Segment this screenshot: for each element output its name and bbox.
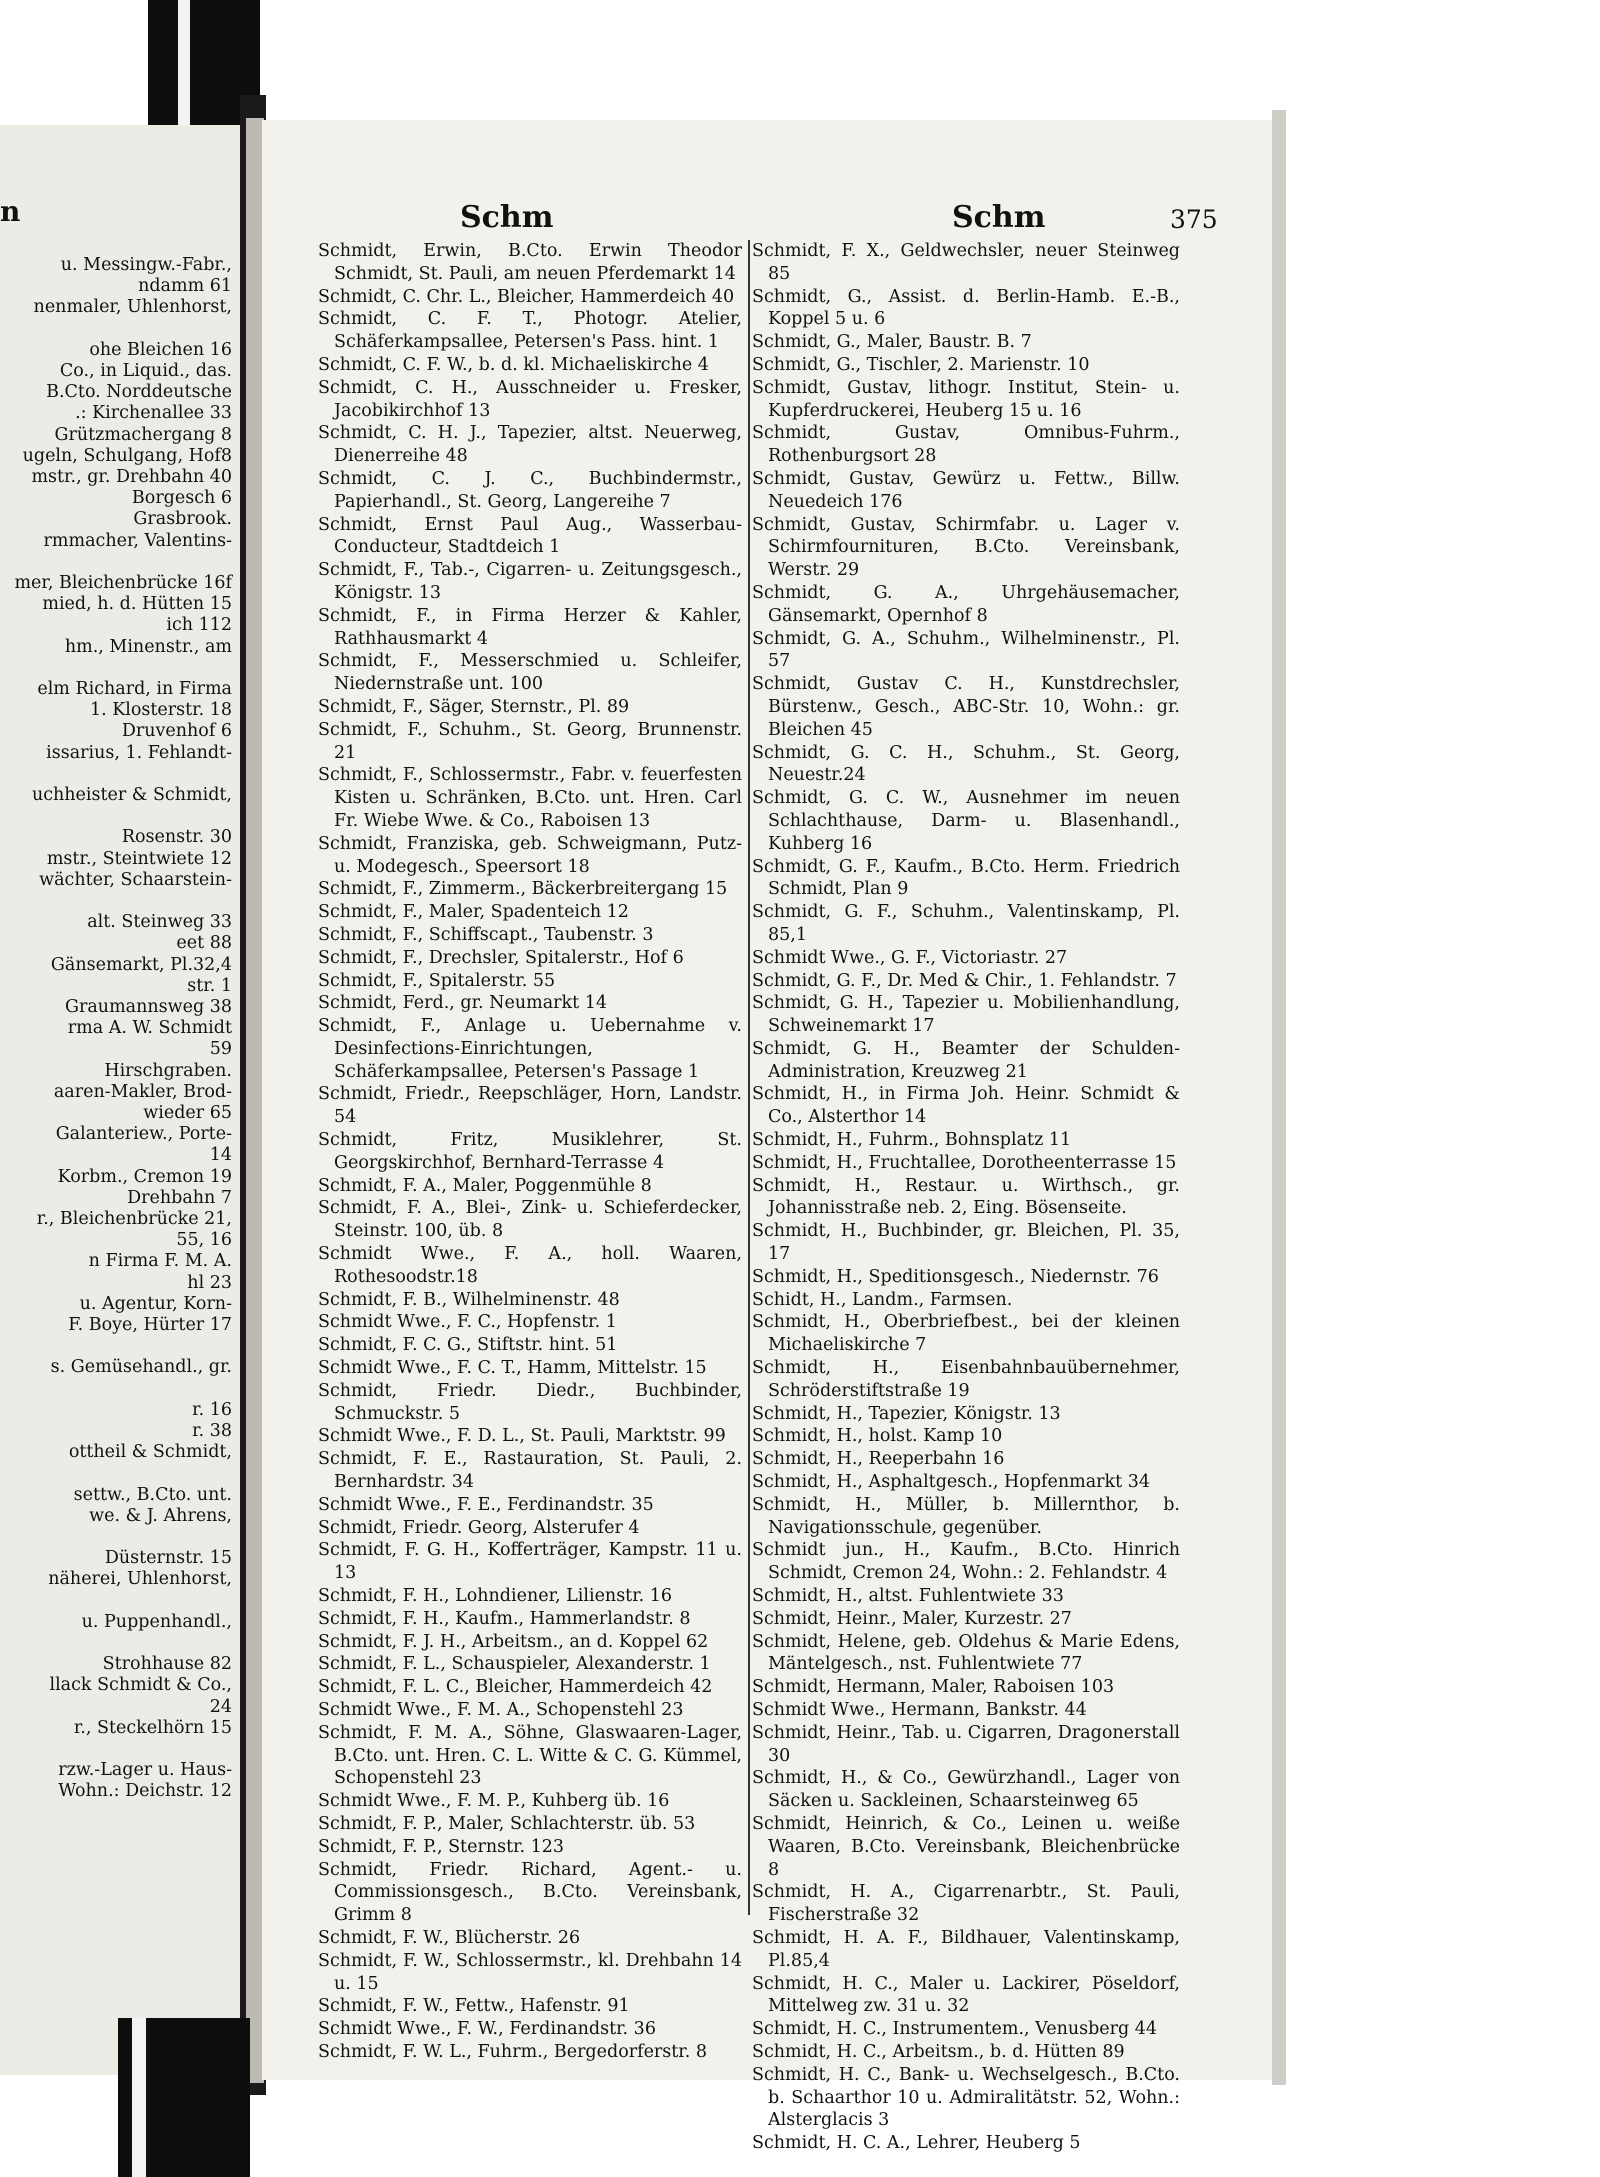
directory-entry: Schmidt, F. J. H., Arbeitsm., an d. Koppel 62 bbox=[318, 1631, 709, 1652]
directory-entry: Schmidt, F. L., Schauspieler, Alexanderstr. 1 bbox=[318, 1654, 711, 1675]
directory-entry: Schmidt, Heinr., Maler, Kurzestr. 27 bbox=[752, 1608, 1072, 1629]
left-page-line: s. Gemüsehandl., gr. bbox=[50, 1357, 232, 1378]
directory-entry: Schmidt, G. C. H., Schuhm., St. Georg, Neuestr.24 bbox=[752, 742, 1180, 786]
left-page-line: str. 1 bbox=[187, 975, 232, 996]
directory-entry: Schmidt, C. J. C., Buchbindermstr., Papierhandl., St. Georg, Langereihe 7 bbox=[318, 468, 742, 512]
left-page-line: ohe Bleichen 16 bbox=[89, 339, 232, 360]
left-page-line: Düsternstr. 15 bbox=[104, 1548, 232, 1569]
left-page-line: nenmaler, Uhlenhorst, bbox=[33, 297, 232, 318]
directory-entry: Schmidt, F. A., Blei-, Zink- u. Schieferdecker, Steinstr. 100, üb. 8 bbox=[318, 1198, 742, 1242]
directory-entry: Schmidt, Fritz, Musiklehrer, St. Georgskirchhof, Bernhard-Terrasse 4 bbox=[318, 1130, 742, 1173]
directory-entry: Schmidt, Helene, geb. Oldehus & Marie Edens, Mäntelgesch., nst. Fuhlentwiete 77 bbox=[752, 1631, 1180, 1675]
left-page-line: .: Kirchenallee 33 bbox=[75, 403, 232, 424]
page-number: 375 bbox=[1170, 205, 1218, 234]
directory-entry: Schmidt, F. W., Blücherstr. 26 bbox=[318, 1927, 581, 1948]
left-page-line: rzw.-Lager u. Haus- bbox=[58, 1760, 232, 1781]
directory-entry: Schmidt Wwe., F. C., Hopfenstr. 1 bbox=[318, 1312, 617, 1333]
directory-entry: Schmidt, H. C. A., Lehrer, Heuberg 5 bbox=[752, 2133, 1081, 2154]
directory-entry: Schmidt Wwe., Hermann, Bankstr. 44 bbox=[752, 1700, 1087, 1720]
binding-strap-bottom bbox=[118, 2018, 250, 2177]
directory-entry: Schmidt, H., Oberbriefbest., bei der kleinen Michaeliskirche 7 bbox=[752, 1312, 1180, 1356]
directory-entry: Schmidt, H., Fuhrm., Bohnsplatz 11 bbox=[752, 1130, 1072, 1151]
left-page-line: r. 38 bbox=[192, 1421, 232, 1441]
directory-entry: Schmidt, G., Maler, Baustr. B. 7 bbox=[752, 332, 1032, 353]
directory-entry: Schmidt, H., altst. Fuhlentwiete 33 bbox=[752, 1586, 1064, 1607]
left-page-fragment bbox=[0, 125, 240, 2075]
right-column bbox=[752, 240, 1180, 2155]
left-page-line: Rosenstr. 30 bbox=[121, 827, 232, 848]
left-page-line: Hirschgraben. bbox=[104, 1060, 232, 1081]
left-page-line: u. Messingw.-Fabr., bbox=[60, 255, 232, 275]
left-page-line: mstr., gr. Drehbahn 40 bbox=[31, 467, 232, 487]
directory-entry: Schmidt, C. F. W., b. d. kl. Michaeliskirche 4 bbox=[318, 354, 709, 375]
left-page-line: we. & J. Ahrens, bbox=[89, 1505, 232, 1526]
directory-entry: Schmidt, G. F., Kaufm., B.Cto. Herm. Friedrich Schmidt, Plan 9 bbox=[752, 856, 1180, 900]
directory-entry: Schmidt, F. C. G., Stiftstr. hint. 51 bbox=[318, 1335, 618, 1356]
running-header-left: Schm bbox=[460, 200, 554, 235]
directory-entry: Schmidt, F., Spitalerstr. 55 bbox=[318, 970, 556, 991]
left-page-line: Grützmachergang 8 bbox=[54, 424, 232, 445]
directory-entry: Schmidt, F. B., Wilhelminenstr. 48 bbox=[318, 1289, 620, 1310]
left-page-line: ich 112 bbox=[166, 615, 232, 636]
left-page-line: rmmacher, Valentins- bbox=[43, 530, 232, 551]
directory-entry: Schmidt, Gustav, Schirmfabr. u. Lager v. Schirmfournituren, B.Cto. Vereinsbank, Werstr. 29 bbox=[752, 514, 1180, 581]
binding-stripe bbox=[178, 0, 190, 130]
directory-entry: Schmidt, H., Buchbinder, gr. Bleichen, Pl. 35, 17 bbox=[752, 1221, 1180, 1265]
directory-entry: Schmidt, F. L. C., Bleicher, Hammerdeich 42 bbox=[318, 1677, 713, 1698]
directory-entry: Schmidt, H., Restaur. u. Wirthsch., gr. Johannisstraße neb. 2, Eing. Bösenseite. bbox=[752, 1175, 1180, 1219]
column-rule bbox=[748, 240, 750, 1915]
left-page-line: wieder 65 bbox=[143, 1103, 232, 1123]
left-page-line: ottheil & Schmidt, bbox=[68, 1442, 232, 1463]
left-page-line: Druvenhof 6 bbox=[121, 721, 232, 742]
left-page-line: mied, h. d. Hütten 15 bbox=[42, 594, 232, 615]
left-page-line: r., Steckelhörn 15 bbox=[73, 1717, 232, 1738]
directory-entry: Schmidt, Friedr. Georg, Alsterufer 4 bbox=[318, 1517, 640, 1538]
directory-entry: Schmidt, C. F. T., Photogr. Atelier, Schäferkampsallee, Petersen's Pass. hint. 1 bbox=[318, 309, 742, 353]
left-page-line: uchheister & Schmidt, bbox=[31, 785, 232, 805]
directory-entry: Schmidt Wwe., G. F., Victoriastr. 27 bbox=[752, 947, 1068, 968]
directory-entry: Schmidt, F., Schuhm., St. Georg, Brunnenstr. 21 bbox=[318, 719, 742, 763]
directory-entry: Schmidt, Heinr., Tab. u. Cigarren, Dragonerstall 30 bbox=[752, 1722, 1181, 1766]
directory-entry: Schmidt, F. P., Sternstr. 123 bbox=[318, 1836, 565, 1857]
left-page-line: 14 bbox=[209, 1145, 232, 1166]
directory-entry: Schmidt, G., Assist. d. Berlin-Hamb. E.-B., Koppel 5 u. 6 bbox=[752, 286, 1180, 330]
directory-entry: Schmidt, Heinrich, & Co., Leinen u. weiße Waaren, B.Cto. Vereinsbank, Bleichenbrücke 8 bbox=[752, 1813, 1180, 1880]
left-page-line: Graumannsweg 38 bbox=[65, 997, 232, 1017]
left-page-line: Gänsemarkt, Pl.32,4 bbox=[50, 954, 232, 975]
directory-entry: Schmidt, H., Müller, b. Millernthor, b. Navigationsschule, gegenüber. bbox=[752, 1494, 1180, 1538]
left-page-line: Galanteriew., Porte- bbox=[55, 1124, 232, 1145]
left-page-line: rma A. W. Schmidt bbox=[67, 1018, 232, 1039]
directory-entry: Schmidt, H. A., Cigarrenarbtr., St. Pauli, Fischerstraße 32 bbox=[752, 1882, 1180, 1926]
left-page-line: aaren-Makler, Brod- bbox=[53, 1081, 232, 1102]
directory-entry: Schmidt, F. H., Kaufm., Hammerlandstr. 8 bbox=[318, 1608, 691, 1629]
directory-entry: Schmidt, G. A., Uhrgehäusemacher, Gänsemarkt, Opernhof 8 bbox=[752, 582, 1180, 626]
directory-entry: Schmidt, G. F., Dr. Med & Chir., 1. Fehlandstr. 7 bbox=[752, 970, 1177, 991]
left-page-line: wächter, Schaarstein- bbox=[39, 869, 232, 890]
left-page-line: Drehbahn 7 bbox=[127, 1187, 232, 1208]
directory-entry: Schmidt, G. H., Tapezier u. Mobilienhandlung, Schweinemarkt 17 bbox=[752, 993, 1180, 1037]
directory-entry: Schmidt, H., Fruchtallee, Dorotheenterrasse 15 bbox=[752, 1152, 1177, 1173]
left-page-line: u. Agentur, Korn- bbox=[79, 1293, 232, 1314]
left-page-line: 1. Klosterstr. 18 bbox=[89, 700, 232, 721]
directory-entry: Schmidt, H., Tapezier, Königstr. 13 bbox=[752, 1403, 1061, 1424]
directory-entry: Schmidt, G., Tischler, 2. Marienstr. 10 bbox=[752, 354, 1090, 375]
directory-entry: Schmidt, H., Asphaltgesch., Hopfenmarkt 34 bbox=[752, 1472, 1150, 1493]
directory-entry: Schmidt, Friedr., Reepschläger, Horn, Landstr. 54 bbox=[318, 1084, 742, 1128]
left-page-line: mstr., Steintwiete 12 bbox=[46, 848, 232, 869]
left-page-line: ndamm 61 bbox=[138, 276, 232, 297]
directory-entry: Schmidt, Gustav, lithogr. Institut, Stein- u. Kupferdruckerei, Heuberg 15 u. 16 bbox=[752, 377, 1180, 421]
directory-entry: Schmidt, F. A., Maler, Poggenmühle 8 bbox=[318, 1175, 652, 1196]
left-page-line: u. Puppenhandl., bbox=[81, 1611, 232, 1632]
directory-entry: Schmidt, H. C., Arbeitsm., b. d. Hütten 89 bbox=[752, 2041, 1125, 2062]
directory-entry: Schmidt jun., H., Kaufm., B.Cto. Hinrich Schmidt, Cremon 24, Wohn.: 2. Fehlandstr. 4 bbox=[752, 1540, 1180, 1584]
directory-entry: Schmidt, F., Messerschmied u. Schleifer, Niedernstraße unt. 100 bbox=[318, 651, 742, 695]
directory-entry: Schmidt, G. C. W., Ausnehmer im neuen Schlachthause, Darm- u. Blasenhandl., Kuhberg 16 bbox=[752, 788, 1180, 854]
directory-entry: Schmidt Wwe., F. D. L., St. Pauli, Marktstr. 99 bbox=[318, 1426, 726, 1447]
directory-entry: Schmidt, H. C., Maler u. Lackirer, Pöseldorf, Mittelweg zw. 31 u. 32 bbox=[752, 1973, 1180, 2017]
directory-entry: Schmidt, Gustav, Gewürz u. Fettw., Billw. Neuedeich 176 bbox=[752, 468, 1180, 512]
running-header-right: Schm bbox=[952, 200, 1046, 235]
left-page-line: settw., B.Cto. unt. bbox=[73, 1484, 232, 1505]
directory-entry: Schmidt, F. W., Schlossermstr., kl. Drehbahn 14 u. 15 bbox=[318, 1950, 742, 1994]
directory-entry: Schmidt, Franziska, geb. Schweigmann, Putz- u. Modegesch., Speersort 18 bbox=[318, 833, 742, 877]
left-page-line: alt. Steinweg 33 bbox=[87, 912, 232, 933]
left-column bbox=[318, 240, 742, 2064]
directory-entry: Schmidt, H., & Co., Gewürzhandl., Lager von Säcken u. Sackleinen, Schaarsteinweg 65 bbox=[752, 1768, 1180, 1812]
directory-entry: Schmidt, H., Reeperbahn 16 bbox=[752, 1449, 1005, 1470]
directory-entry: Schmidt, F. M. A., Söhne, Glaswaaren-Lager, B.Cto. unt. Hren. C. L. Witte & C. G. Kümmel, Schopenstehl 23 bbox=[318, 1722, 742, 1789]
directory-entry: Schmidt, H. C., Bank- u. Wechselgesch., B.Cto. b. Schaarthor 10 u. Admiralitätstr. 52, Wohn.: Alsterglacis 3 bbox=[752, 2064, 1180, 2131]
directory-entry: Schmidt, F., Schlossermstr., Fabr. v. feuerfesten Kisten u. Schränken, B.Cto. unt. Hren. Carl Fr. Wiebe Wwe. & Co., Raboisen 13 bbox=[318, 765, 742, 831]
left-page-line: 59 bbox=[209, 1039, 232, 1060]
directory-entry: Schmidt, Gustav, Omnibus-Fuhrm., Rothenburgsort 28 bbox=[752, 423, 1180, 467]
directory-entry: Schmidt Wwe., F. M. A., Schopenstehl 23 bbox=[318, 1700, 684, 1720]
left-page-line: mer, Bleichenbrücke 16f bbox=[14, 573, 232, 593]
directory-entry: Schmidt, C. H. J., Tapezier, altst. Neuerweg, Dienerreihe 48 bbox=[318, 423, 742, 467]
left-page-line: Korbm., Cremon 19 bbox=[57, 1166, 232, 1187]
directory-entry: Schmidt, F., Drechsler, Spitalerstr., Hof 6 bbox=[318, 947, 684, 968]
directory-entry: Schmidt, Friedr. Diedr., Buchbinder, Schmuckstr. 5 bbox=[318, 1380, 742, 1424]
directory-entry: Schmidt, F. W., Fettw., Hafenstr. 91 bbox=[318, 1996, 630, 2017]
left-page-line: 55, 16 bbox=[176, 1230, 232, 1251]
left-page-line: elm Richard, in Firma bbox=[37, 679, 232, 699]
left-page-line: näherei, Uhlenhorst, bbox=[48, 1569, 232, 1590]
directory-entry: Schmidt, H., holst. Kamp 10 bbox=[752, 1426, 1003, 1447]
directory-entry: Schmidt, Gustav C. H., Kunstdrechsler, Bürstenw., Gesch., ABC-Str. 10, Wohn.: gr. Bleichen 45 bbox=[752, 674, 1180, 740]
directory-entry: Schmidt, F. P., Maler, Schlachterstr. üb. 53 bbox=[318, 1813, 696, 1834]
directory-entry: Schmidt, G. F., Schuhm., Valentinskamp, Pl. 85,1 bbox=[752, 902, 1180, 945]
left-page-line: Borgesch 6 bbox=[131, 488, 232, 509]
directory-entry: Schmidt, Ferd., gr. Neumarkt 14 bbox=[318, 993, 607, 1014]
directory-entry: Schmidt, F. G. H., Kofferträger, Kampstr. 11 u. 13 bbox=[318, 1540, 742, 1584]
directory-entry: Schmidt, F., Tab.-, Cigarren- u. Zeitungsgesch., Königstr. 13 bbox=[318, 560, 742, 603]
directory-entry: Schmidt, F., Schiffscapt., Taubenstr. 3 bbox=[318, 924, 654, 945]
directory-entry: Schmidt Wwe., F. C. T., Hamm, Mittelstr. 15 bbox=[318, 1358, 707, 1379]
left-page-line: ugeln, Schulgang, Hof8 bbox=[22, 445, 232, 466]
directory-entry: Schmidt, Friedr. Richard, Agent.- u. Commissionsgesch., B.Cto. Vereinsbank, Grimm 8 bbox=[318, 1859, 742, 1926]
directory-entry: Schmidt, F., Maler, Spadenteich 12 bbox=[318, 902, 629, 923]
directory-entry: Schmidt Wwe., F. W., Ferdinandstr. 36 bbox=[318, 2019, 656, 2040]
directory-entry: Schmidt, H., Speditionsgesch., Niedernstr. 76 bbox=[752, 1266, 1159, 1287]
page-edge bbox=[1272, 110, 1286, 2085]
directory-entry: Schmidt, Ernst Paul Aug., Wasserbau-Conducteur, Stadtdeich 1 bbox=[318, 514, 742, 558]
left-page-header: n bbox=[0, 195, 21, 228]
directory-entry: Schmidt, Erwin, B.Cto. Erwin Theodor Schmidt, St. Pauli, am neuen Pferdemarkt 14 bbox=[318, 241, 742, 284]
directory-entry: Schmidt, C. Chr. L., Bleicher, Hammerdeich 40 bbox=[318, 286, 735, 307]
left-page-line: Grasbrook. bbox=[133, 509, 232, 530]
left-page-line: Wohn.: Deichstr. 12 bbox=[58, 1781, 232, 1802]
left-page-line: F. Boye, Hürter 17 bbox=[68, 1315, 232, 1335]
left-page-line: n Firma F. M. A. bbox=[88, 1251, 232, 1272]
directory-entry: Schmidt, C. H., Ausschneider u. Fresker, Jacobikirchhof 13 bbox=[318, 377, 742, 421]
directory-entry: Schmidt, F. H., Lohndiener, Lilienstr. 16 bbox=[318, 1586, 673, 1607]
directory-entry: Schmidt, G. H., Beamter der Schulden-Administration, Kreuzweg 21 bbox=[752, 1038, 1180, 1082]
left-page-line: hl 23 bbox=[187, 1272, 232, 1293]
left-page-line: Co., in Liquid., das. bbox=[59, 361, 232, 381]
directory-entry: Schmidt, H., Eisenbahnbauübernehmer, Schröderstiftstraße 19 bbox=[752, 1358, 1180, 1401]
directory-entry: Schmidt, F., Säger, Sternstr., Pl. 89 bbox=[318, 696, 630, 717]
left-page-line: Strohhause 82 bbox=[102, 1654, 232, 1675]
directory-entry: Schmidt, H. A. F., Bildhauer, Valentinskamp, Pl.85,4 bbox=[752, 1927, 1180, 1971]
left-page-line: r., Bleichenbrücke 21, bbox=[36, 1209, 232, 1229]
directory-entry: Schmidt, F., Anlage u. Uebernahme v. Desinfections-Einrichtungen, Schäferkampsallee, Petersen's Passage 1 bbox=[318, 1016, 742, 1082]
directory-entry: Schmidt, G. A., Schuhm., Wilhelminenstr., Pl. 57 bbox=[752, 628, 1180, 672]
directory-entry: Schmidt, H. C., Instrumentem., Venusberg 44 bbox=[752, 2019, 1158, 2040]
directory-entry: Schmidt, F., Zimmerm., Bäckerbreitergang 15 bbox=[318, 879, 728, 900]
directory-entry: Schmidt, F. X., Geldwechsler, neuer Steinweg 85 bbox=[752, 241, 1180, 284]
left-page-line: B.Cto. Norddeutsche bbox=[46, 382, 232, 403]
directory-entry: Schmidt, F. W. L., Fuhrm., Bergedorferstr. 8 bbox=[318, 2041, 708, 2062]
left-page-line: hm., Minenstr., am bbox=[64, 636, 232, 657]
directory-entry: Schmidt Wwe., F. M. P., Kuhberg üb. 16 bbox=[318, 1791, 670, 1812]
directory-entry: Schmidt, F. E., Rastauration, St. Pauli, 2. Bernhardstr. 34 bbox=[318, 1449, 742, 1493]
directory-entry: Schmidt, F., in Firma Herzer & Kahler, Rathhausmarkt 4 bbox=[318, 605, 742, 649]
left-page-line: r. 16 bbox=[192, 1399, 232, 1420]
directory-entry: Schidt, H., Landm., Farmsen. bbox=[752, 1289, 1013, 1310]
directory-entry: Schmidt Wwe., F. E., Ferdinandstr. 35 bbox=[318, 1494, 654, 1515]
directory-entry: Schmidt, Hermann, Maler, Raboisen 103 bbox=[752, 1677, 1115, 1698]
directory-entry: Schmidt, H., in Firma Joh. Heinr. Schmidt & Co., Alsterthor 14 bbox=[752, 1084, 1180, 1128]
left-page-line: 24 bbox=[209, 1696, 232, 1717]
left-page-line: issarius, 1. Fehlandt- bbox=[46, 742, 232, 763]
left-page-line: llack Schmidt & Co., bbox=[49, 1675, 232, 1696]
left-page-line: eet 88 bbox=[176, 933, 232, 954]
directory-entry: Schmidt Wwe., F. A., holl. Waaren, Rothesoodstr.18 bbox=[318, 1244, 742, 1287]
binding-stripe bbox=[132, 2018, 146, 2177]
